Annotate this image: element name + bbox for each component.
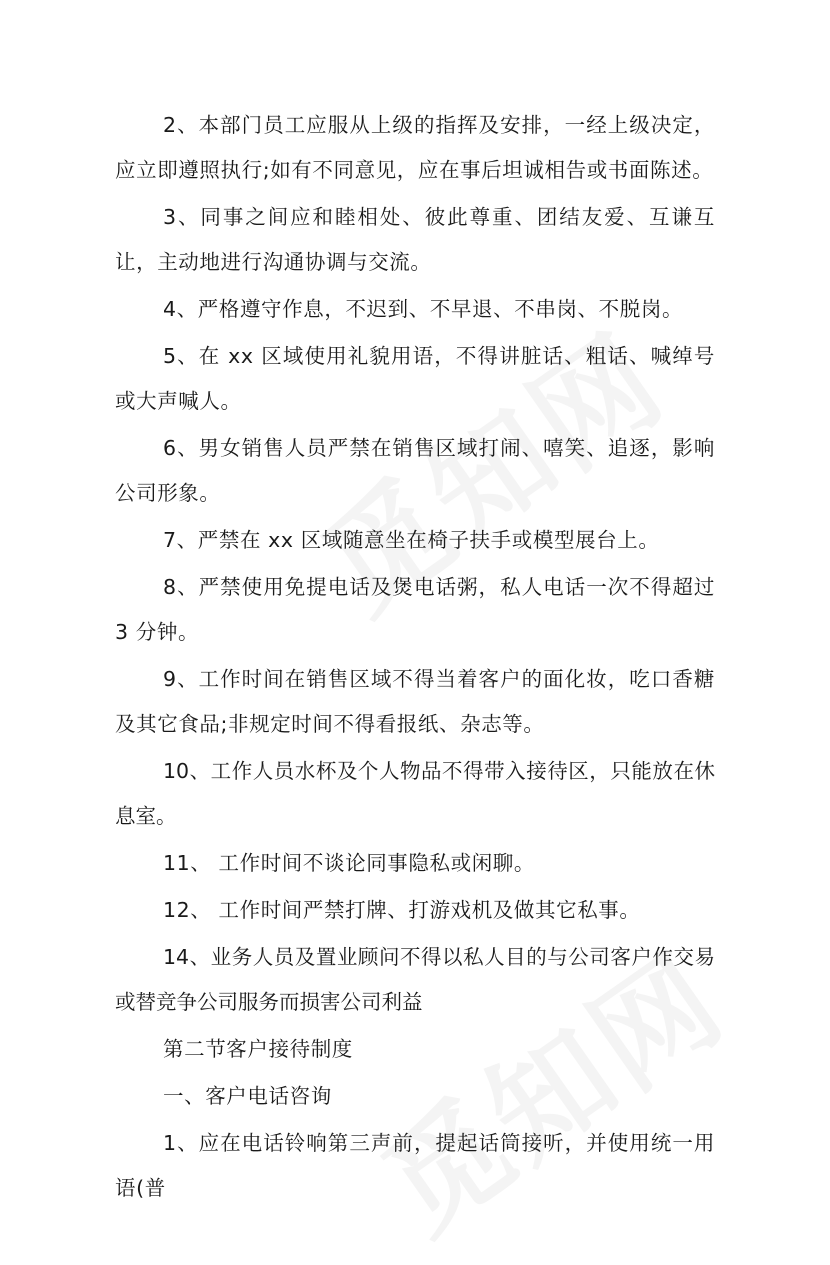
paragraph-rule-12: 12、 工作时间严禁打牌、打游戏机及做其它私事。 — [163, 898, 641, 922]
paragraph-rule-4: 4、严格遵守作息，不迟到、不早退、不串岗、不脱岗。 — [163, 297, 684, 321]
paragraph-rule-11: 11、 工作时间不谈论同事隐私或闲聊。 — [163, 851, 536, 875]
paragraph-rule-2: 2、本部门员工应服从上级的指挥及安排，一经上级决定，应立即遵照执行;如有不同意见，应在事后坦诚相告或书面陈述。 — [115, 113, 715, 182]
paragraph-phone-1: 1、应在电话铃响第三声前，提起话筒接听，并使用统一用语(普 — [115, 1131, 715, 1200]
paragraph-rule-5: 5、在 xx 区域使用礼貌用语，不得讲脏话、粗话、喊绰号或大声喊人。 — [115, 344, 715, 413]
paragraph-rule-6: 6、男女销售人员严禁在销售区域打闹、嘻笑、追逐，影响公司形象。 — [115, 436, 715, 505]
paragraph-rule-9: 9、工作时间在销售区域不得当着客户的面化妆，吃口香糖及其它食品;非规定时间不得看报纸、杂志等。 — [115, 667, 715, 736]
document-body — [115, 103, 715, 1213]
paragraph-rule-14: 14、业务人员及置业顾问不得以私人目的与公司客户作交易或替竞争公司服务而损害公司利益 — [115, 945, 715, 1014]
paragraph-rule-10: 10、工作人员水杯及个人物品不得带入接待区，只能放在休息室。 — [115, 759, 715, 828]
paragraph-rule-3: 3、同事之间应和睦相处、彼此尊重、团结友爱、互谦互让，主动地进行沟通协调与交流。 — [115, 205, 715, 274]
section-heading: 第二节客户接待制度 — [163, 1037, 353, 1061]
paragraph-rule-7: 7、严禁在 xx 区域随意坐在椅子扶手或模型展台上。 — [163, 528, 660, 552]
paragraph-rule-8: 8、严禁使用免提电话及煲电话粥，私人电话一次不得超过 3 分钟。 — [115, 575, 715, 644]
subsection-heading: 一、客户电话咨询 — [163, 1084, 332, 1108]
